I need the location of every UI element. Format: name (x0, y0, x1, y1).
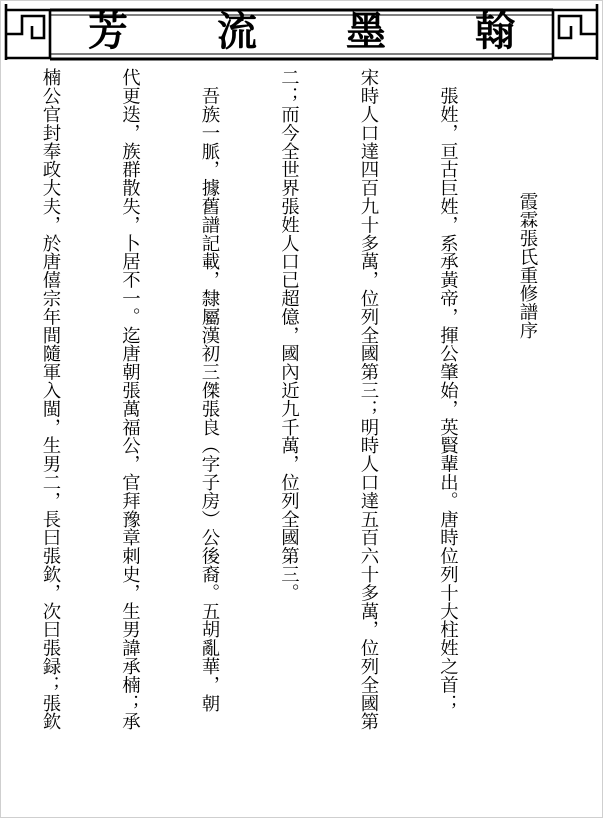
text-column: 吾族一脈，據舊譜記載，隸屬漢初三傑張良（字子房）公後裔。五胡亂華，朝 (199, 68, 220, 712)
text-column: 宋時人口達四百九十多萬，位列全國第三；明時人口達五百六十多萬，位列全國第 (358, 68, 379, 731)
text-column: 二；而今全世界張姓人口已超億，國內近九千萬，位列全國第三。 (278, 68, 300, 602)
title-char-4: 翰 (475, 8, 515, 55)
text-column: 代更迭，族群散失，卜居不一。迄唐朝張萬福公，官拜豫章刺史，生男諱承楠；承 (119, 68, 141, 731)
title-char-2: 流 (217, 8, 257, 55)
title-char-1: 芳 (88, 8, 128, 55)
title-banner (4, 2, 599, 62)
title-char-3: 墨 (346, 8, 386, 55)
preface-text (10, 68, 593, 810)
text-column: 張姓，亘古巨姓，系承黃帝，揮公肇始，英賢輩出。唐時位列十大柱姓之首； (437, 68, 459, 712)
document-subtitle: 霞霖張氏重修譜序 (517, 192, 538, 340)
page-title (54, 8, 549, 56)
text-column: 楠公官封奉政大夫，於唐僖宗年間隨軍入閩，生男二，長曰張欽，次曰張録；張欽 (40, 68, 61, 731)
